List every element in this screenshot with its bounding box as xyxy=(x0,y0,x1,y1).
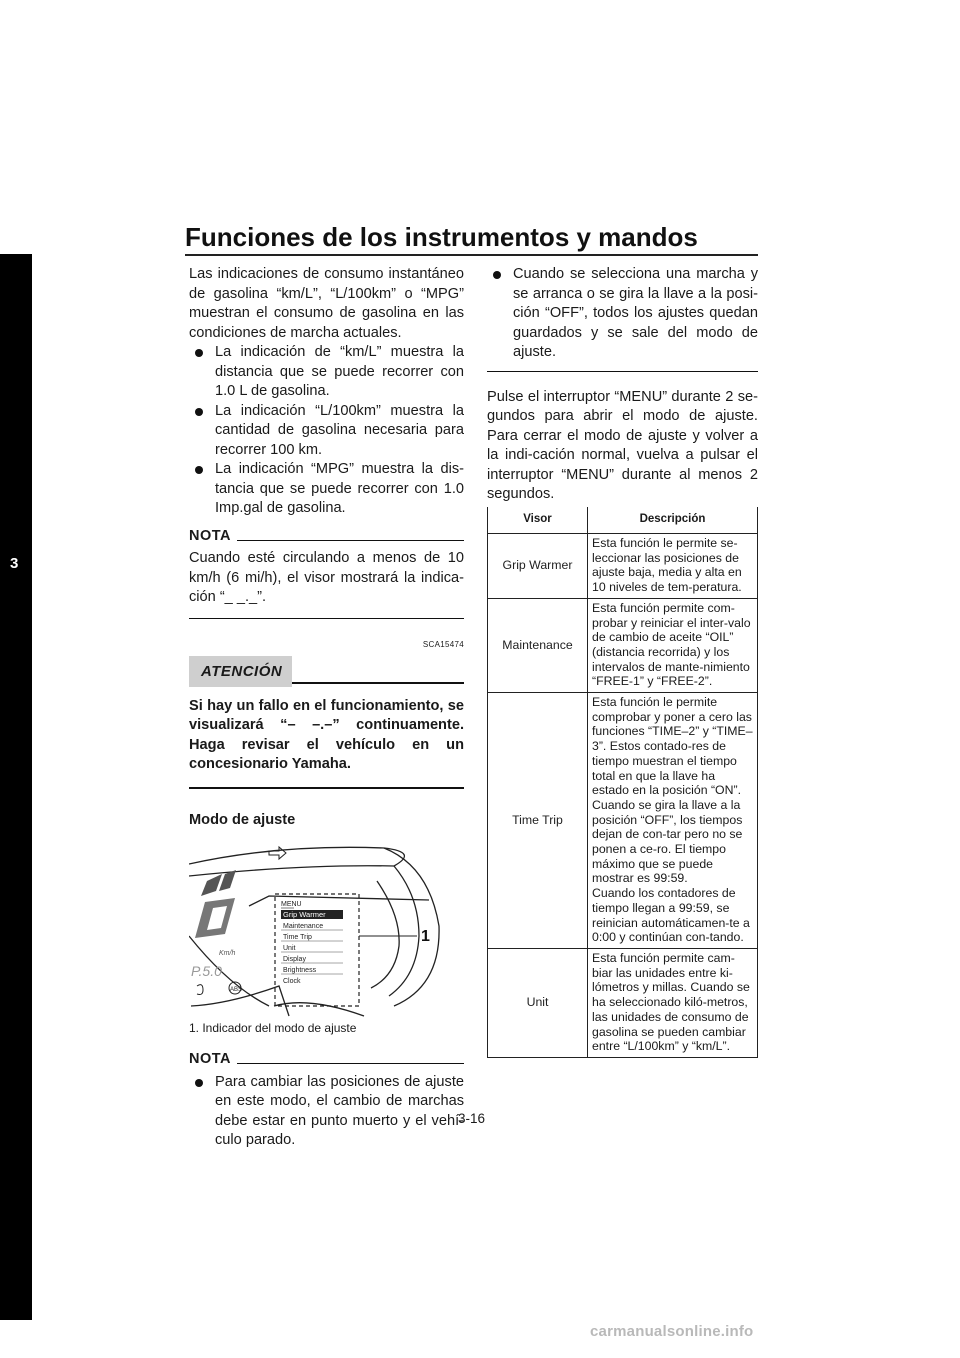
menu-item-clock: Clock xyxy=(283,978,301,985)
chapter-number: 3 xyxy=(10,555,19,572)
nota-label-2: NOTA xyxy=(189,1051,232,1067)
watermark: carmanualsonline.info xyxy=(590,1323,754,1340)
header-rule xyxy=(185,254,758,256)
bullet-item: La indicación “MPG” muestra la dis-tancia que se puede recorrer con 1.0 Imp.gal de gasolina. xyxy=(189,460,464,519)
nota-text: Cuando esté circulando a menos de 10 km/h (6 mi/h), el visor mostrará la indica-ción “_ _._”. xyxy=(189,550,464,605)
bullet-item: La indicación “L/100km” muestra la cantidad de gasolina necesaria para recorrer 100 km. xyxy=(189,402,464,461)
chapter-tab xyxy=(0,254,32,1320)
nota-rule xyxy=(237,540,464,541)
consumption-intro: Las indicaciones de consumo instantáneo de gasolina “km/L”, “L/100km” o “MPG” muestran el consumo de gasolina en las condiciones de marcha actuales. xyxy=(189,266,464,341)
table-row xyxy=(488,948,758,1057)
atencion-heading xyxy=(189,656,464,687)
sca-code: SCA15474 xyxy=(422,639,464,649)
instrument-figure xyxy=(189,836,464,1021)
nota-end-rule xyxy=(189,618,464,619)
menu-item-brightness: Brightness xyxy=(283,967,317,974)
bullet-item: Cuando se selecciona una marcha y se arranca o se gira la llave a la posi-ción “OFF”, todos los ajustes quedan guardados y se sale del modo de ajuste. xyxy=(487,265,758,363)
desc-cell: Esta función permite cam-biar las unidades entre ki-lómetros y millas. Cuando se ha seleccionado kiló-metros, las unidades de consumo de gasolina se pueden cambiar entre “L/100km” y “km/L”. xyxy=(588,948,758,1057)
atencion-label: ATENCIÓN xyxy=(189,656,292,687)
visor-table xyxy=(487,507,758,1058)
visor-cell: Grip Warmer xyxy=(488,534,588,599)
section-title: Modo de ajuste xyxy=(189,811,296,828)
menu-item-grip-warmer: Grip Warmer xyxy=(283,910,326,919)
page-title: Funciones de los instrumentos y mandos xyxy=(185,222,698,252)
menu-title: MENU xyxy=(281,901,302,908)
col-header-descripcion: Descripción xyxy=(588,507,758,534)
atencion-end-rule xyxy=(189,787,464,789)
callout-number: 1 xyxy=(421,928,430,945)
nota-heading xyxy=(189,527,464,547)
nota-rule-2 xyxy=(237,1063,464,1064)
desc-cell: Esta función le permite se-leccionar las posiciones de ajuste baja, media y alta en 10 niveles de tem-peratura. xyxy=(588,534,758,599)
nota-heading-2 xyxy=(189,1050,464,1070)
nota-end-rule-right xyxy=(487,371,758,372)
digits-decoration: P.5.0 xyxy=(191,963,222,979)
bullet-item: Para cambiar las posiciones de ajuste en este modo, el cambio de marchas debe estar en punto muerto y el vehí-culo parado. xyxy=(189,1073,464,1151)
abs-label: ABS xyxy=(230,987,243,993)
table-header-row xyxy=(488,507,758,534)
settings-bullets xyxy=(487,265,758,363)
consumption-bullets xyxy=(189,343,464,519)
page-number: 3-16 xyxy=(458,1111,486,1126)
menu-item-maintenance: Maintenance xyxy=(283,923,324,930)
visor-cell: Time Trip xyxy=(488,693,588,949)
menu-intro: Pulse el interruptor “MENU” durante 2 se-gundos para abrir el modo de ajuste. Para cerrar el modo de ajuste y volver a la indi-cación normal, vuelva a pulsar el interruptor “MENU” durante al menos 2 segundos. xyxy=(487,388,758,502)
table-row xyxy=(488,693,758,949)
desc-cell: Esta función permite com-probar y reiniciar el inter-valo de cambio de aceite “OIL” (distancia recorrida) y los intervalos de mante-nimiento “FREE-1” y “FREE-2”. xyxy=(588,598,758,692)
right-column xyxy=(487,265,758,1058)
menu-item-unit: Unit xyxy=(283,945,296,952)
nota-label: NOTA xyxy=(189,527,232,544)
speed-unit-label: Km/h xyxy=(219,950,236,957)
bullet-item: La indicación de “km/L” muestra la distancia que se puede recorrer con 1.0 L de gasolina. xyxy=(189,343,464,402)
visor-cell: Unit xyxy=(488,948,588,1057)
col-header-visor: Visor xyxy=(488,507,588,534)
left-column xyxy=(189,265,464,1151)
desc-cell: Esta función le permite comprobar y poner a cero las funciones “TIME–2” y “TIME–3”. Estos contado-res de tiempo muestran el tiempo total en que la llave ha estado en la posición “ON”. Cuando se gira la llave a la posición “OFF”, los tiempos dejan de con-tar pero no se ponen a ce-ro. El tiempo máximo que se puede mostrar es 99:59. Cuando los contadores de tiempo llegan a 99:59, se reinician automáticamen-te a 0:00 y continúan con-tando. xyxy=(588,693,758,949)
menu-item-display: Display xyxy=(283,956,306,963)
figure-caption: 1. Indicador del modo de ajuste xyxy=(189,1021,357,1035)
table-row xyxy=(488,534,758,599)
table-row xyxy=(488,598,758,692)
atencion-rule xyxy=(292,682,464,684)
dashboard-illustration xyxy=(189,836,464,1021)
nota2-bullets xyxy=(189,1073,464,1151)
menu-item-time-trip: Time Trip xyxy=(283,934,312,941)
atencion-text: Si hay un fallo en el funcionamiento, se visualizará “– –.–” continuamente. Haga revisar el vehículo en un concesionario Yamaha. xyxy=(189,697,464,772)
visor-cell: Maintenance xyxy=(488,598,588,692)
